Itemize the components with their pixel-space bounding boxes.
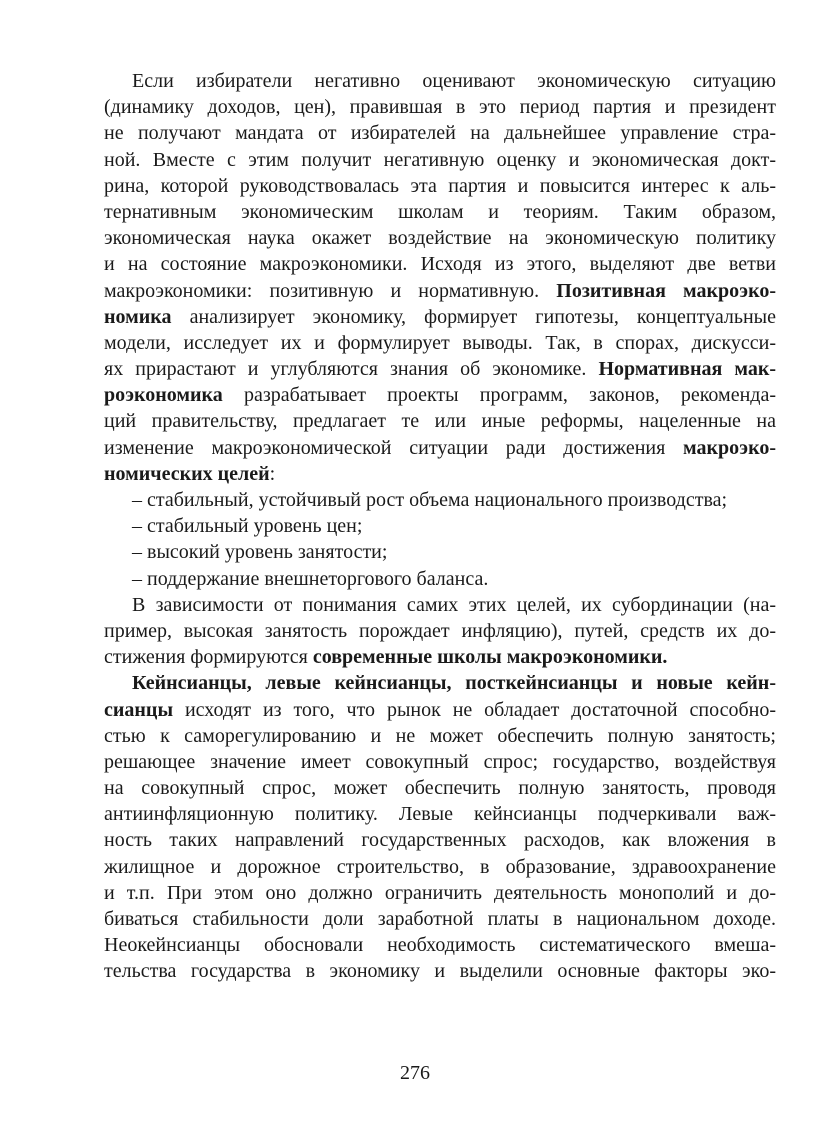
text-run: рина, которой руководствовалась эта партия и повысится интерес к аль- [104,174,776,197]
text-line [104,435,776,461]
text-line [104,644,776,670]
text-run: макроэкономики: позитивную и нормативную. [104,279,557,302]
text-line [104,382,776,408]
bold-term: Кейнсианцы, левые кейнсианцы, посткейнсианцы и новые кейн- [132,672,776,695]
text-line [104,147,776,173]
text-run: Если избиратели негативно оценивают экономическую ситуацию [132,70,776,92]
text-line [104,356,776,382]
text-run: решающее значение имеет совокупный спрос; государство, воздействуя [104,750,776,773]
text-run: анализирует экономику, формирует гипотезы, концептуальные [171,305,776,328]
text-line [104,827,776,853]
text-line [104,173,776,199]
text-run: Неокейнсианцы обосновали необходимость систематического вмеша- [104,934,776,957]
text-run: антиинфляционную политику. Левые кейнсианцы подчеркивали важ- [104,803,776,826]
text-line [104,592,776,618]
text-line [104,775,776,801]
text-run: и на состояние макроэкономики. Исходя из этого, выделяют две ветви [104,253,776,276]
text-line [104,801,776,827]
text-line [104,854,776,880]
text-line [104,513,776,539]
text-run: биваться стабильности доли заработной платы в национальном доходе. [104,908,776,930]
text-run: тернативным экономическим школам и теориям. Таким образом, [104,200,776,223]
text-line [104,408,776,434]
text-line [104,304,776,330]
text-line [104,618,776,644]
text-run: В зависимости от понимания самих этих целей, их субординации (на- [132,593,776,616]
text-run: модели, исследует их и формулирует выводы. Так, в спорах, дискусси- [104,331,776,354]
text-run: ций правительству, предлагает те или иные реформы, нацеленные на [104,410,776,433]
text-line [104,461,776,487]
text-run: : [269,462,276,485]
text-run: ях прирастают и углубляются знания об экономике. [104,358,599,381]
text-run: экономическая наука окажет воздействие на экономическую политику [104,227,776,250]
text-line [104,906,776,932]
text-run: – стабильный уровень цен; [132,515,363,538]
bold-term: Нормативная мак- [598,358,776,381]
text-line [104,932,776,958]
text-line [104,94,776,120]
text-line [104,670,776,696]
text-line [104,68,776,94]
text-line [104,278,776,304]
text-run: – поддержание внешнеторгового баланса. [132,567,489,590]
bold-term: номических целей [104,462,270,485]
text-line [104,251,776,277]
text-run: жилищное и дорожное строительство, в образование, здравоохранение [104,855,776,878]
text-line [104,566,776,592]
text-line [104,958,776,984]
bold-term: современные школы макроэкономики. [312,646,668,669]
text-line [104,120,776,146]
bold-term: сианцы [104,698,174,721]
text-run: разрабатывает проекты программ, законов, рекоменда- [222,384,776,407]
text-run: ной. Вместе с этим получит негативную оценку и экономическая докт- [104,148,776,171]
bold-term: роэкономика [104,384,223,407]
text-run: не получают мандата от избирателей на дальнейшее управление стра- [104,122,776,145]
text-run: и т.п. При этом оно должно ограничить деятельность монополий и до- [104,881,776,904]
text-run: – высокий уровень занятости; [132,541,388,564]
text-line [104,880,776,906]
text-run: тельства государства в экономику и выделили основные факторы эко- [104,960,776,983]
text-run: пример, высокая занятость порождает инфляцию), путей, средств их до- [104,619,776,642]
body-text [104,68,776,985]
text-line [104,749,776,775]
text-line [104,539,776,565]
text-run: изменение макроэкономической ситуации ради достижения [104,436,684,459]
text-run: исходят из того, что рынок не обладает достаточной способно- [173,698,776,721]
bold-term: Позитивная макроэко- [556,279,776,302]
text-line [104,723,776,749]
text-line [104,697,776,723]
text-line [104,330,776,356]
text-run: ность таких направлений государственных расходов, как вложения в [104,829,776,852]
text-run: на совокупный спрос, может обеспечить полную занятость, проводя [104,777,776,800]
text-line [104,199,776,225]
text-run: стижения формируются [104,646,313,669]
bold-term: номика [104,305,172,328]
text-line [104,487,776,513]
text-run: – стабильный, устойчивый рост объема национального производства; [132,489,728,511]
text-run: стью к саморегулированию и не может обеспечить полную занятость; [104,724,776,747]
text-line [104,225,776,251]
text-run: (динамику доходов, цен), правившая в это период партия и президент [104,96,776,119]
page-number: 276 [400,1062,430,1084]
bold-term: макроэко- [683,436,776,459]
